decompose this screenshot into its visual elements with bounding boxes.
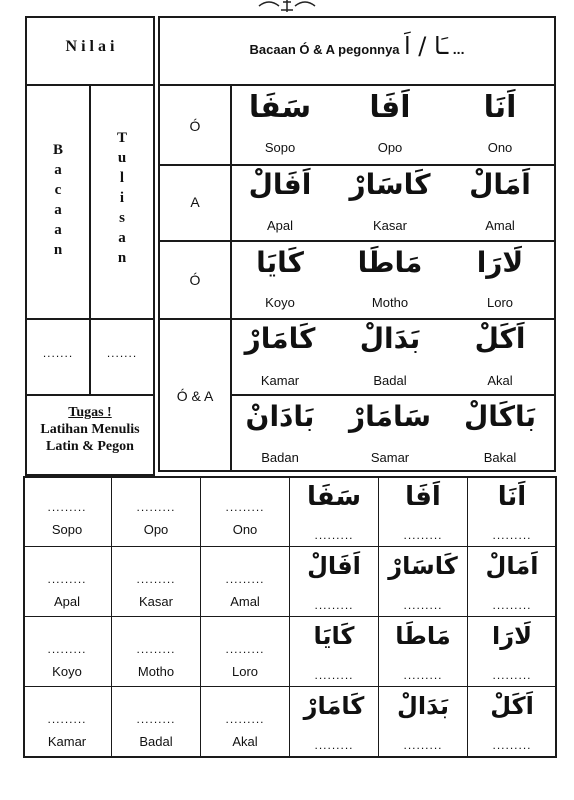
latin-word: Koyo bbox=[52, 664, 82, 679]
latin-word: Amal bbox=[230, 594, 260, 609]
latin-word: Kasar bbox=[139, 594, 173, 609]
arabic-word: كَاسَارْ bbox=[388, 552, 458, 580]
latin-word: Badan bbox=[261, 450, 299, 465]
title-arabic: ـَا / اَ bbox=[403, 32, 449, 60]
latin-blank[interactable]: ......... bbox=[136, 500, 176, 514]
arabic-word: بَادَانْ bbox=[245, 400, 315, 433]
latin-word: Sopo bbox=[51, 522, 83, 537]
arabic-word: اَمَالْ bbox=[485, 552, 539, 580]
letter: s bbox=[119, 210, 125, 226]
category-o: Ó bbox=[189, 118, 201, 134]
latin-word: Motho bbox=[371, 295, 409, 310]
latin-word: Akal bbox=[232, 734, 258, 749]
arabic-word: بَاكَالْ bbox=[463, 400, 537, 433]
latin-blank[interactable]: ......... bbox=[225, 572, 265, 586]
latin-blank[interactable]: ......... bbox=[47, 500, 87, 514]
arabic-word: بَدَالْ bbox=[397, 692, 449, 720]
arabic-word: سَامَارْ bbox=[348, 400, 432, 433]
task-line-2: Latin & Pegon bbox=[46, 439, 134, 454]
arabic-word: اَفَا bbox=[369, 90, 411, 125]
nilai-heading: N i l a i bbox=[65, 38, 115, 55]
latin-word: Apal bbox=[53, 594, 81, 609]
ornament-icon bbox=[255, 0, 319, 14]
latin-word: Ono bbox=[487, 140, 513, 155]
latin-word: Badal bbox=[373, 373, 407, 388]
arabic-word: اَفَالْ bbox=[248, 168, 312, 201]
title-tail: ... bbox=[452, 41, 465, 57]
latin-word: Opo bbox=[143, 522, 169, 537]
latin-word: Apal bbox=[266, 218, 294, 233]
pegon-blank[interactable]: ......... bbox=[403, 528, 443, 542]
arabic-word: اَكَلْ bbox=[474, 322, 526, 355]
pegon-blank[interactable]: ......... bbox=[403, 738, 443, 752]
latin-blank[interactable]: ......... bbox=[47, 642, 87, 656]
latin-word: Ono bbox=[232, 522, 258, 537]
pegon-blank[interactable]: ......... bbox=[492, 528, 532, 542]
arabic-word: اَفَالْ bbox=[307, 552, 361, 580]
arabic-word: كَامَارْ bbox=[244, 322, 316, 355]
pegon-blank[interactable]: ......... bbox=[314, 738, 354, 752]
latin-word: Loro bbox=[231, 664, 259, 679]
letter: i bbox=[119, 190, 125, 206]
latin-blank[interactable]: ......... bbox=[136, 642, 176, 656]
tulisan-score-blank[interactable]: ....... bbox=[106, 346, 138, 360]
latin-word: Badal bbox=[139, 734, 173, 749]
letter: u bbox=[117, 150, 127, 166]
latin-word: Akal bbox=[487, 373, 513, 388]
task-title: Tugas ! bbox=[68, 405, 112, 420]
arabic-word: كَايَا bbox=[313, 622, 355, 650]
arabic-word: سَفَا bbox=[306, 482, 362, 512]
latin-blank[interactable]: ......... bbox=[136, 572, 176, 586]
pegon-blank[interactable]: ......... bbox=[403, 668, 443, 682]
latin-blank[interactable]: ......... bbox=[47, 572, 87, 586]
pegon-blank[interactable]: ......... bbox=[492, 668, 532, 682]
category-o: Ó bbox=[189, 272, 201, 288]
arabic-word: لَارَا bbox=[492, 622, 532, 650]
pegon-blank[interactable]: ......... bbox=[492, 598, 532, 612]
letter: T bbox=[116, 130, 127, 146]
page-title bbox=[160, 32, 554, 60]
latin-word: Opo bbox=[377, 140, 403, 155]
latin-blank[interactable]: ......... bbox=[136, 712, 176, 726]
latin-word: Kasar bbox=[373, 218, 407, 233]
latin-blank[interactable]: ......... bbox=[47, 712, 87, 726]
arabic-word: كَاسَارْ bbox=[349, 168, 431, 201]
letter: a bbox=[118, 230, 126, 246]
category-a: A bbox=[190, 194, 200, 210]
latin-word: Amal bbox=[485, 218, 515, 233]
arabic-word: سَفَا bbox=[248, 90, 312, 125]
pegon-blank[interactable]: ......... bbox=[403, 598, 443, 612]
arabic-word: مَاطَا bbox=[357, 246, 423, 279]
latin-word: Koyo bbox=[265, 295, 295, 310]
arabic-word: كَامَارْ bbox=[303, 692, 365, 720]
bacaan-vertical-label bbox=[30, 140, 86, 260]
arabic-word: لَارَا bbox=[476, 246, 524, 279]
latin-word: Motho bbox=[137, 664, 175, 679]
arabic-word: بَدَالْ bbox=[359, 322, 421, 355]
letter: c bbox=[54, 182, 62, 198]
letter: a bbox=[54, 202, 62, 218]
title-text: Bacaan Ó & A pegonnya bbox=[249, 42, 400, 57]
latin-blank[interactable]: ......... bbox=[225, 642, 265, 656]
pegon-blank[interactable]: ......... bbox=[314, 668, 354, 682]
pegon-blank[interactable]: ......... bbox=[314, 528, 354, 542]
latin-word: Loro bbox=[486, 295, 514, 310]
bacaan-score-blank[interactable]: ....... bbox=[42, 346, 74, 360]
latin-word: Kamar bbox=[47, 734, 87, 749]
letter: a bbox=[54, 222, 62, 238]
latin-word: Bakal bbox=[483, 450, 517, 465]
task-box bbox=[25, 404, 155, 455]
latin-blank[interactable]: ......... bbox=[225, 712, 265, 726]
arabic-word: اَفَا bbox=[405, 482, 441, 512]
category-o-and-a: Ó & A bbox=[176, 388, 214, 404]
arabic-word: اَكَلْ bbox=[490, 692, 534, 720]
letter: n bbox=[53, 242, 63, 258]
pegon-blank[interactable]: ......... bbox=[492, 738, 532, 752]
arabic-word: اَنَا bbox=[483, 90, 517, 125]
latin-word: Kamar bbox=[260, 373, 300, 388]
letter: B bbox=[52, 142, 63, 158]
latin-word: Sopo bbox=[264, 140, 296, 155]
latin-word: Samar bbox=[370, 450, 410, 465]
letter: a bbox=[54, 162, 62, 178]
pegon-blank[interactable]: ......... bbox=[314, 598, 354, 612]
letter: n bbox=[117, 250, 127, 266]
arabic-word: اَنَا bbox=[497, 482, 527, 512]
tulisan-vertical-label bbox=[94, 128, 150, 268]
arabic-word: مَاطَا bbox=[395, 622, 451, 650]
latin-blank[interactable]: ......... bbox=[225, 500, 265, 514]
arabic-word: اَمَالْ bbox=[469, 168, 531, 201]
letter: l bbox=[119, 170, 125, 186]
task-line-1: Latihan Menulis bbox=[40, 422, 140, 437]
arabic-word: كَايَا bbox=[256, 246, 304, 279]
